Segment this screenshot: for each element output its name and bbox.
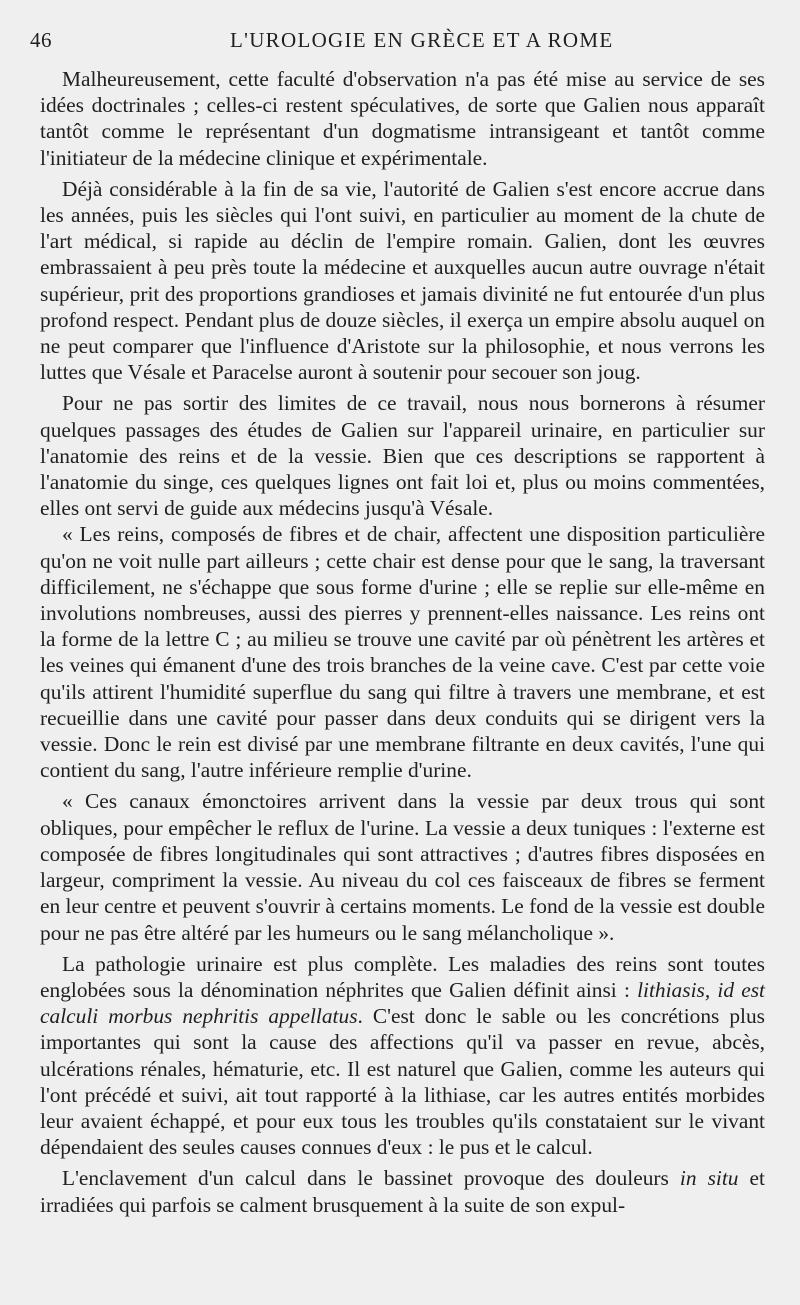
paragraph-text-run: . C'est donc le sable ou les concrétions plus importantes qui sont la cause des affections qu'il va passer en revue, abcès, ulcérations rénales, hématurie, etc. Il est naturel que Galien, comme les auteurs qui l'ont précédé et suivi, ait tout rapporté à la lithiase, car les autres entités morbides leur avaient échappé, et pour eux tous les troubles qu'ils constataient sur le vivant dépendaient des seules causes connues d'eux : le pus et le calcul.	[40, 1004, 765, 1160]
paragraph-observation: Malheureusement, cette faculté d'observation n'a pas été mise au service de ses idées doctrinales ; celles-ci restent spéculatives, de sorte que Galien nous apparaît tantôt comme le représentant d'un dogmatisme intransigeant et tantôt comme l'initiateur de la médecine clinique et expérimentale.	[40, 67, 765, 170]
latin-term: in situ	[679, 1166, 739, 1191]
body-text	[40, 66, 765, 1218]
paragraph-urinary-pathology	[40, 951, 765, 1161]
page-number: 46	[30, 28, 52, 52]
latin-definition: lithiasis, id est calculi morbus nephritis appellatus	[40, 977, 765, 1029]
running-title: L'UROLOGIE EN GRÈCE ET A ROME	[230, 28, 614, 52]
paragraph-kidneys-quote: « Les reins, composés de fibres et de chair, affectent une disposition particulière qu'on ne voit nulle part ailleurs ; cette chair est dense pour que le sang, la traversant difficilement, ne s'échappe que sous forme d'urine ; elle se replie sur elle-même en involutions nombreuses, aussi des pierres y prennent-elles naissance. Les reins ont la forme de la lettre C ; au milieu se trouve une cavité par où pénètrent les artères et les veines qui émanent d'une des trois branches de la veine cave. C'est par cette voie qu'ils attirent l'humidité superflue du sang qui filtre à travers une membrane, et est recueillie dans une cavité pour passer dans deux conduits qui se dirigent vers la vessie. Donc le rein est divisé par une membrane filtrante en deux cavités, l'une qui contient du sang, l'autre inférieure remplie d'urine.	[40, 522, 765, 783]
page-header	[30, 28, 770, 58]
paragraph-summary-intro: Pour ne pas sortir des limites de ce travail, nous nous bornerons à résumer quelques passages des études de Galien sur l'appareil urinaire, en particulier sur l'anatomie des reins et de la vessie. Bien que ces descriptions se rapportent à l'anatomie du singe, ces quelques lignes ont fait loi et, plus ou moins commentées, elles ont servi de guide aux médecins jusqu'à Vésale.	[40, 391, 765, 521]
paragraph-authority: Déjà considérable à la fin de sa vie, l'autorité de Galien s'est encore accrue dans les années, puis les siècles qui l'ont suivi, en particulier au moment de la chute de l'art médical, si rapide au déclin de l'empire romain. Galien, dont les œuvres embrassaient à peu près toute la médecine et auxquelles aucun autre ouvrage n'était supérieur, prit des proportions grandioses et jamais divinité ne fut entourée d'un plus profond respect. Pendant plus de douze siècles, il exerça un empire absolu auquel on ne peut comparer que l'influence d'Aristote sur la philosophie, et nous verrons les luttes que Vésale et Paracelse auront à soutenir pour secouer son joug.	[40, 176, 765, 385]
paragraph-text-run: La pathologie urinaire est plus complète. Les maladies des reins sont toutes englobées sous la dénomination néphrites que Galien définit ainsi :	[40, 951, 765, 1002]
paragraph-text-run: L'enclavement d'un calcul dans le bassinet provoque des douleurs	[62, 1166, 680, 1191]
paragraph-calculus-enclosure	[40, 1165, 765, 1217]
paragraph-text-run: et irradiées qui parfois se calment brusquement à la suite de son expul-	[40, 1166, 765, 1217]
paragraph-bladder-quote: « Ces canaux émonctoires arrivent dans la vessie par deux trous qui sont obliques, pour empêcher le reflux de l'urine. La vessie a deux tuniques : l'externe est composée de fibres longitudinales qui sont attractives ; d'autres fibres disposées en largeur, compriment la vessie. Au niveau du col ces faisceaux de fibres se ferment en leur centre et peuvent s'ouvrir à certains moments. Le fond de la vessie est double pour ne pas être altéré par les humeurs ou le sang mélancholique ».	[40, 789, 765, 945]
